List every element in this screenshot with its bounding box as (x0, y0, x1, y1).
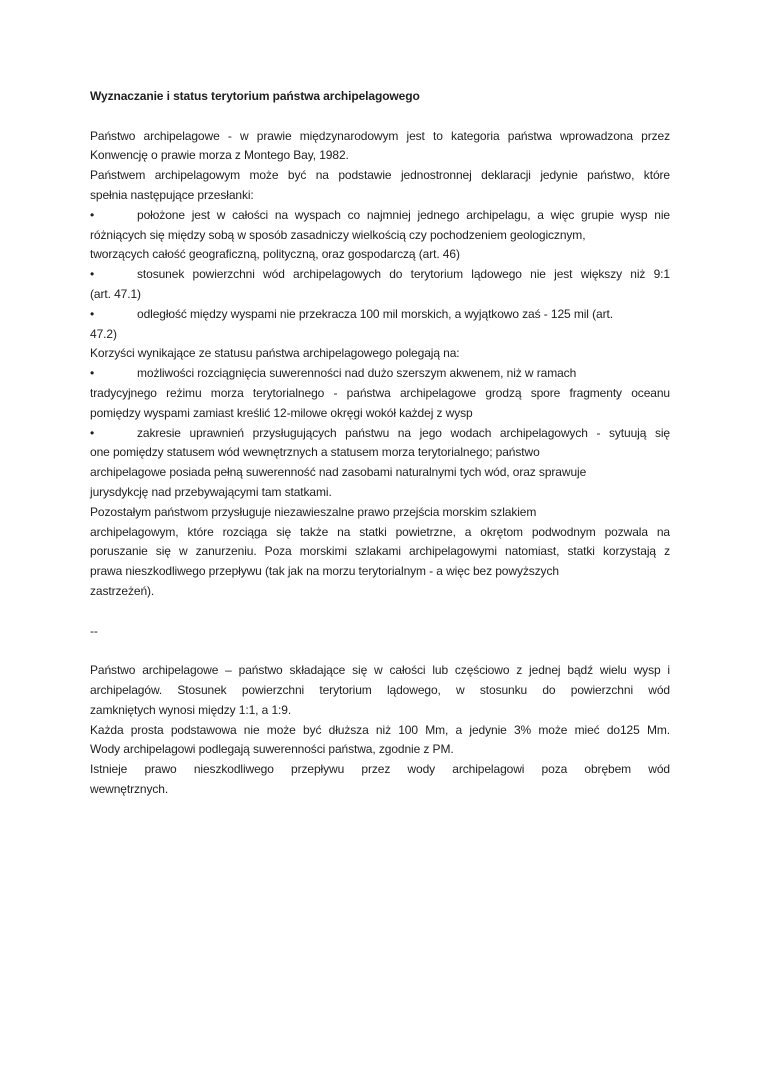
blank-line (90, 107, 670, 127)
text-line: Pozostałym państwom przysługuje niezawieszalne prawo przejścia morskim szlakiem (90, 504, 537, 519)
text-line: poruszanie się w zanurzeniu. Poza morskimi szlakami archipelagowymi natomiast, statki korzystają z (90, 544, 670, 559)
text-line: • położone jest w całości na wyspach co najmniej jednego archipelagu, a więc grupie wysp nie (90, 206, 670, 226)
text-line: Państwo archipelagowe – państwo składające się w całości lub częściowo z jednej bądź wielu wysp i (90, 663, 670, 678)
text-line: • zakresie uprawnień przysługujących państwu na jego wodach archipelagowych - sytuują się (90, 424, 670, 444)
blank-line (90, 641, 670, 661)
text-line: Istnieje prawo nieszkodliwego przepływu przez wody archipelagowi poza obrębem wód (90, 762, 670, 777)
text-line: tradycyjnego reżimu morza terytorialnego - państwa archipelagowe grodzą spore fragmenty oceanu (90, 385, 670, 400)
text-line: archipelagowym, które rozciąga się także na statki powietrzne, a okrętom podwodnym pozwala na (90, 524, 670, 539)
text-line: (art. 47.1) (90, 286, 141, 301)
text-line: zamkniętych wynosi między 1:1, a 1:9. (90, 702, 292, 717)
text-line: 47.2) (90, 326, 117, 341)
text-line: Państwo archipelagowe - w prawie międzynarodowym jest to kategoria państwa wprowadzona przez (90, 128, 670, 143)
bullet-marker: • (90, 366, 95, 381)
bullet-marker: • (90, 306, 95, 321)
text-line: archipelagowe posiada pełną suwerenność nad zasobami naturalnymi tych wód, oraz sprawuje (90, 465, 587, 480)
bullet-marker: • (90, 425, 95, 440)
text-line: prawa nieszkodliwego przepływu (tak jak na morzu terytorialnym - a więc bez powyższych (90, 564, 559, 579)
text-line: Konwencję o prawie morza z Montego Bay, 1982. (90, 148, 349, 163)
text-line: • odległość między wyspami nie przekracza 100 mil morskich, a wyjątkowo zaś - 125 mil (art. (90, 305, 670, 325)
text-line: Państwem archipelagowym może być na podstawie jednostronnej deklaracji jedynie państwo, które (90, 168, 670, 183)
blank-line (90, 602, 670, 622)
text-line: Wody archipelagowi podlegają suwerenności państwa, zgodnie z PM. (90, 742, 454, 757)
text-line: -- (90, 623, 98, 638)
text-line: jurysdykcję nad przebywającymi tam statkami. (90, 484, 332, 499)
text-line: • stosunek powierzchni wód archipelagowych do terytorium lądowego nie jest większy niż 9:1 (90, 265, 670, 285)
text-line: tworzących całość geograficzną, polityczną, oraz gospodarczą (art. 46) (90, 247, 460, 262)
text-line: one pomiędzy statusem wód wewnętrznych a statusem morza terytorialnego; państwo (90, 445, 540, 460)
text-line: archipelagów. Stosunek powierzchni terytorium lądowego, w stosunku do powierzchni wód (90, 682, 670, 697)
text-line: spełnia następujące przesłanki: (90, 187, 254, 202)
bullet-marker: • (90, 267, 95, 282)
text-line: Każda prosta podstawowa nie może być dłuższa niż 100 Mm, a jedynie 3% może mieć do125 Mm. (90, 722, 670, 737)
text-line: wewnętrznych. (90, 781, 169, 796)
text-line: zastrzeżeń). (90, 583, 155, 598)
text-line: Korzyści wynikające ze statusu państwa archipelagowego polegają na: (90, 346, 460, 361)
text-line: różniących się między sobą w sposób zasadniczy wielkością czy pochodzeniem geologicznym, (90, 227, 586, 242)
text-line: pomiędzy wyspami zamiast kreślić 12-milowe okręgi wokół każdej z wysp (90, 405, 473, 420)
bullet-marker: • (90, 207, 95, 222)
text-line: • możliwości rozciągnięcia suwerenności nad dużo szerszym akwenem, niż w ramach (90, 364, 670, 384)
document-body (90, 107, 670, 800)
document-title: Wyznaczanie i status terytorium państwa archipelagowego (90, 89, 420, 103)
